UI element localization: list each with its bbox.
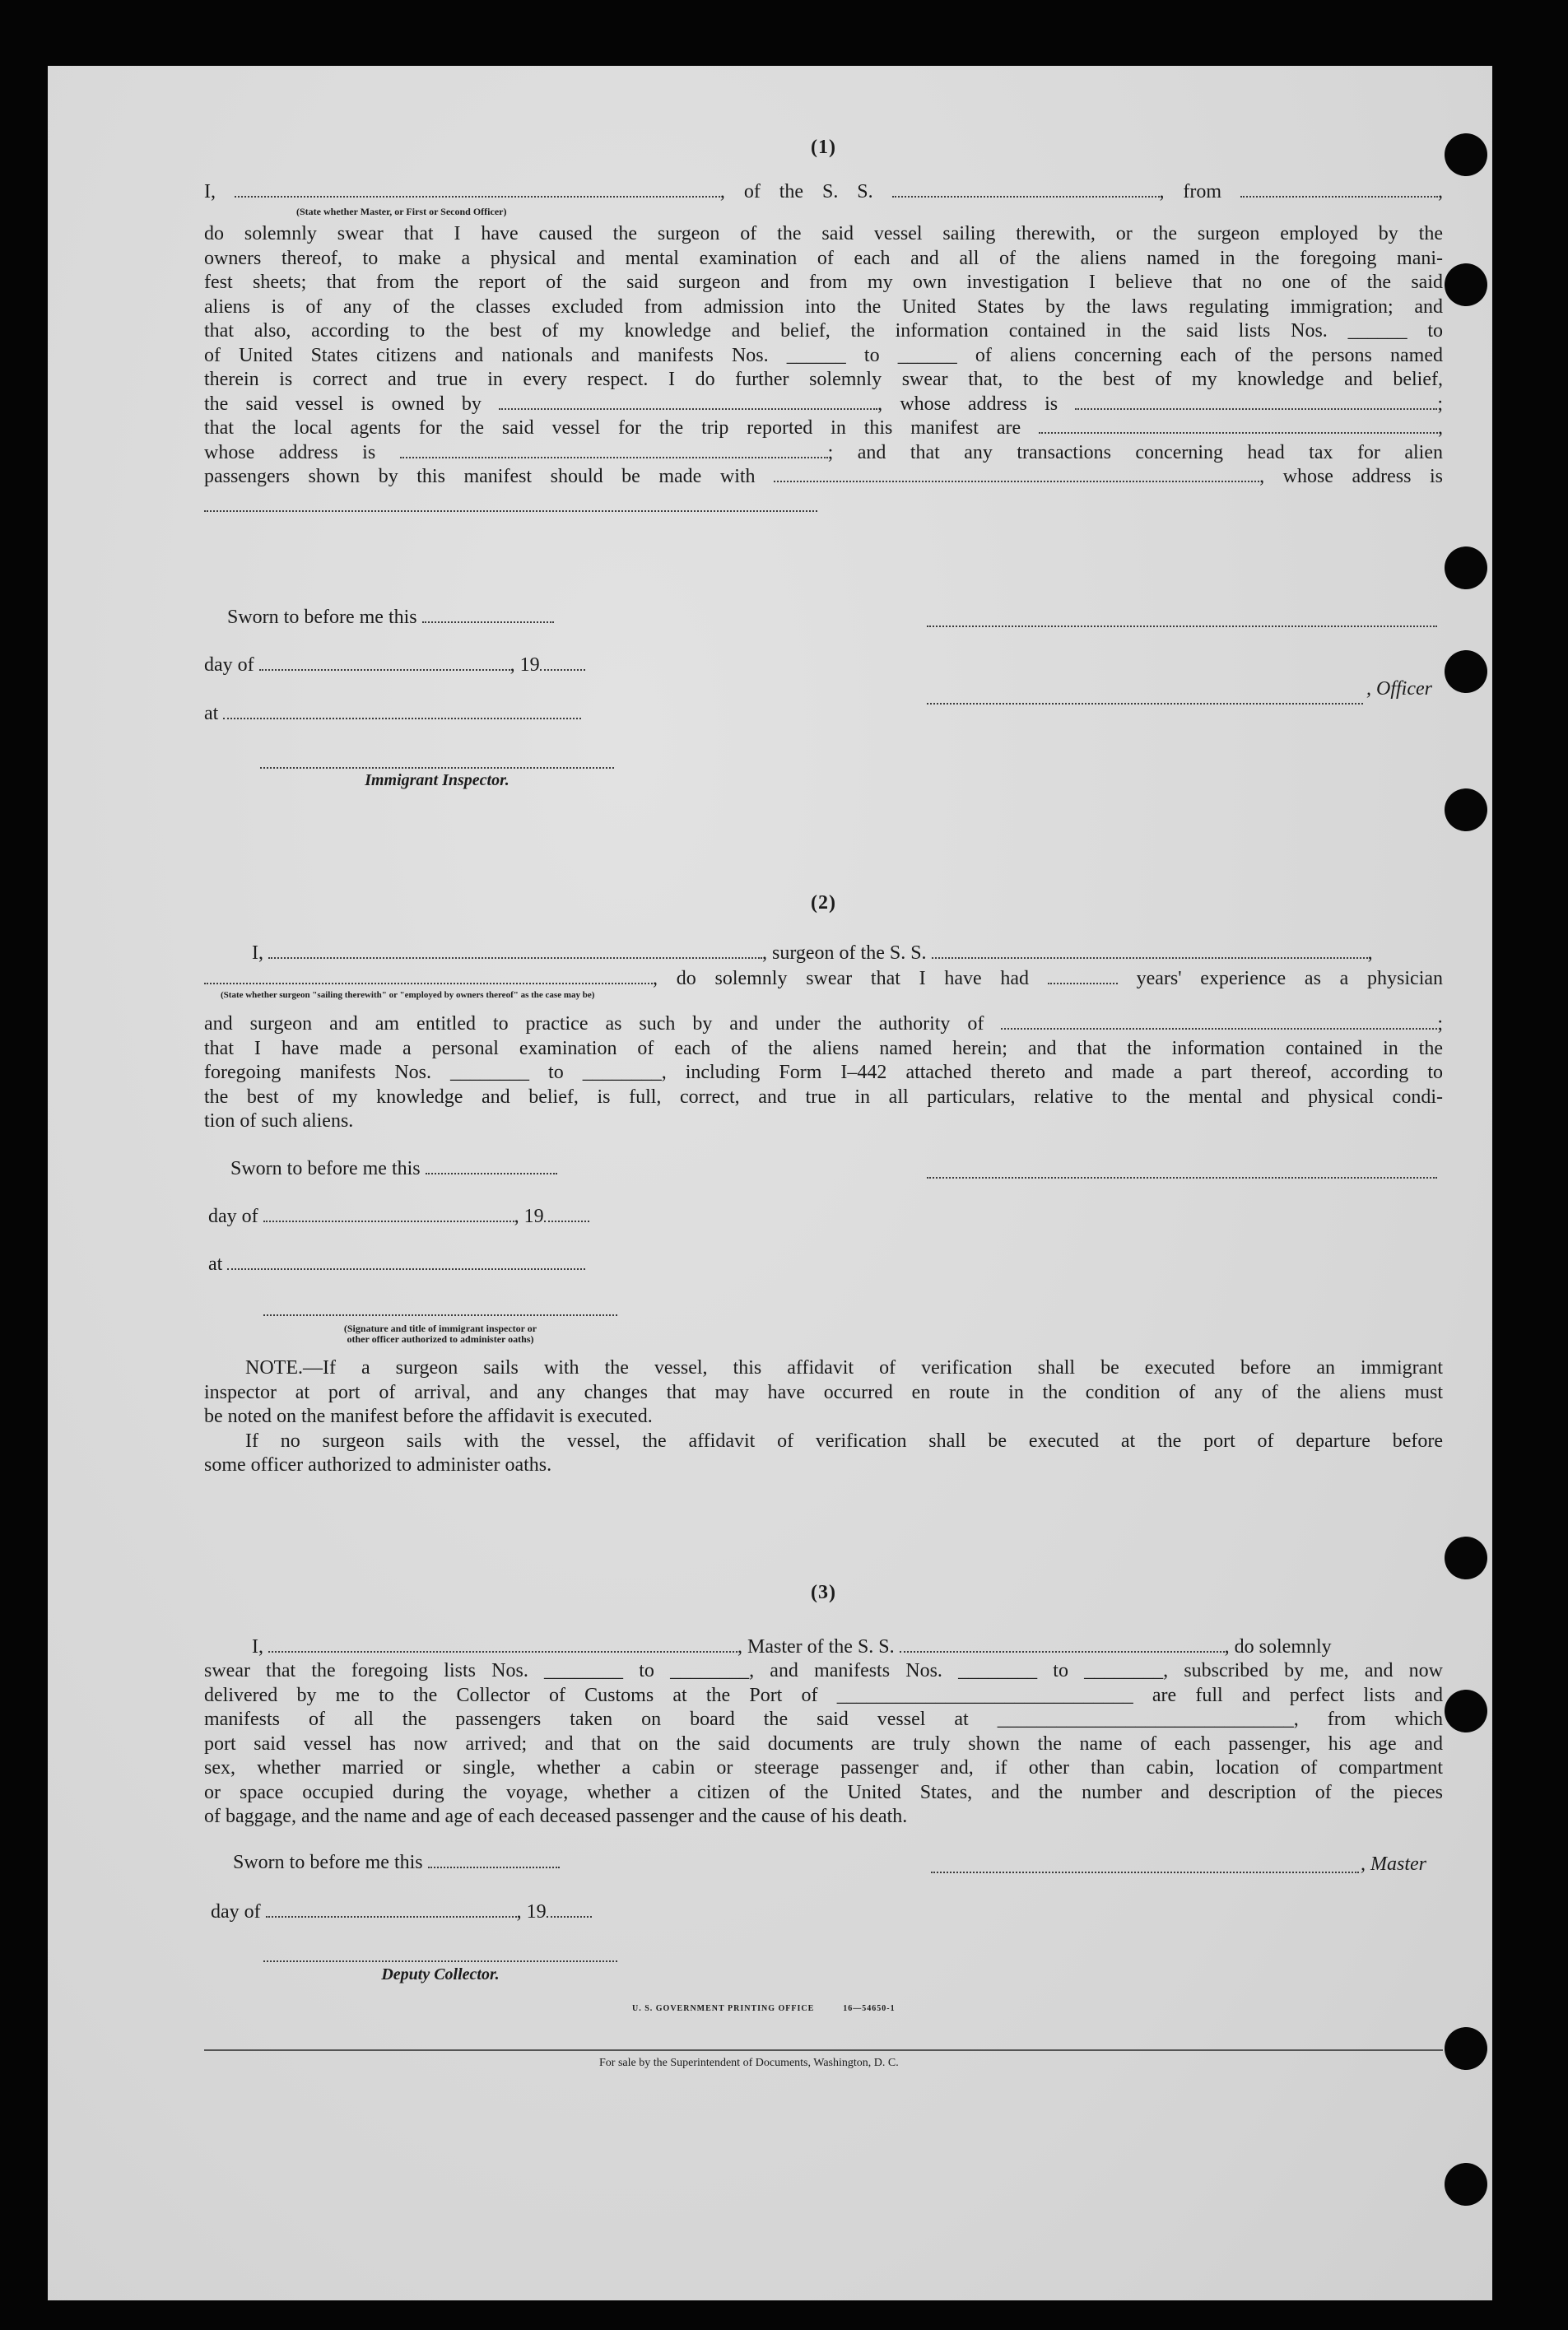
inspector-signature-line [263,1313,617,1316]
agents-address-blank [400,442,828,458]
owner-blank [499,393,877,410]
head-tax-agent-blank [774,466,1259,482]
punch-hole [1445,650,1487,693]
punch-hole [1445,546,1487,589]
immigrant-inspector-caption: Immigrant Inspector. [365,771,509,789]
section-1-day: day of , 19 [204,653,585,677]
sale-imprint: For sale by the Superintendent of Documents, Washington, D. C. [599,2057,899,2069]
officer-signature-line [927,701,1363,705]
owner-address-blank [1075,393,1437,410]
section-1-first-line: I, , of the S. S. , from , [204,181,1444,202]
ship-name-blank [900,1636,1225,1653]
agents-blank [1039,417,1438,434]
section-2-day: day of , 19 [208,1204,589,1229]
surgeon-date-line [927,1175,1437,1179]
punch-hole [1445,133,1487,176]
master-caption: , Master [1361,1853,1426,1875]
printing-office-imprint: U. S. GOVERNMENT PRINTING OFFICE 16—54650-1 [632,2004,896,2013]
section-2-sworn: Sworn to before me this [230,1156,557,1181]
section-1-at: at [204,701,581,726]
collector-signature-line [263,1959,617,1962]
section-2-first-line: I, , surgeon of the S. S. , [252,942,1373,964]
officer-caption: , Officer [1366,678,1432,700]
section-1-oath-text: do solemnly swear that I have caused the surgeon of the said vessel sailing therewith, or the surgeon employed by the owners thereof, to make a physical and mental examination of each and all of the aliens named in the foregoing mani- fest sheets; that from the report of the said surgeon and from my own investigation I believe that no one of the said aliens is of any of the classes excluded from admission into the United States by the laws regulating immigration; and that also, according to the best of my knowledge and belief, the information contained in the said lists Nos. ______ to of United States citizens and nationals and manifests Nos. ______ to ______ of aliens concerning each of the persons named therein is correct and true in every respect. I do further solemnly swear that, to the best of my knowledge and belief, the said vessel is owned by , whose address is ; that the local agents for the said vessel for the trip reported in this manifest are , whose address is ; and that any transactions concerning head tax for alien passengers shown by this manifest should be made with , whose address is [204,223,1444,487]
section-2-note: NOTE.—If a surgeon sails with the vessel, this affidavit of verification shall be executed before an immigrant inspector at port of arrival, and any changes that may have occurred en route in the condition of any of the aliens must be noted on the manifest before the affidavit is executed. If no surgeon sails with the vessel, the affidavit of verification shall be executed at the port of departure before some officer authorized to administer oaths. [204,1357,1443,1476]
footer-rule [204,2049,1443,2051]
section-1-sworn: Sworn to before me this [227,605,554,630]
year-blank [547,1901,592,1918]
section-1-rank-note: (State whether Master, or First or Second Officer) [296,206,507,217]
ship-name-blank [892,181,1160,198]
punch-hole [1445,263,1487,306]
master-signature-line [931,1870,1359,1873]
manifest-page [48,66,1492,2300]
place-blank [223,703,581,719]
from-port-blank [1240,181,1438,198]
month-blank [266,1901,517,1918]
year-blank [540,654,585,671]
section-3-day: day of , 19 [211,1900,592,1924]
officer-rank-blank [235,181,720,198]
section-2-number: (2) [811,892,836,914]
punch-hole [1445,1537,1487,1579]
address-continuation-line [204,509,817,512]
sworn-date-blank [428,1852,560,1868]
inspector-signature-line [260,765,614,769]
section-3-sworn: Sworn to before me this [233,1850,560,1875]
year-blank [544,1206,589,1222]
section-3-oath-text: swear that the foregoing lists Nos. ________ to ________, and manifests Nos. ________ to ________, subscribed by me, and now delivered by me to the Collector of Customs at the Port of ______________________________ are full and perfect lists and manifests of all the passengers taken on board the said vessel at ______________________________, from which port said vessel has now arrived; and that on the said documents are truly shown the name of each passenger, his age and sex, whether married or single, whether a cabin or steerage passenger and, if other than cabin, location of compartment or space occupied during the voyage, whether a citizen of the United States, and the number and description of the pieces of baggage, and the name and age of each deceased passenger and the cause of his death. [204,1660,1443,1827]
master-name-blank [268,1636,737,1653]
punch-hole [1445,2163,1487,2206]
section-3-first-line: I, , Master of the S. S. , do solemnly [252,1636,1332,1658]
month-blank [263,1206,514,1222]
sworn-date-blank [422,607,554,623]
section-2-at: at [208,1252,585,1277]
years-blank [1048,968,1118,984]
punch-hole [1445,1690,1487,1732]
month-blank [259,654,510,671]
place-blank [227,1253,585,1270]
surgeon-ship-blank [932,942,1368,959]
section-2-type-note: (State whether surgeon "sailing therewith" or "employed by owners thereof" as the case may be) [221,990,595,1000]
section-1-number: (1) [811,137,836,158]
surgeon-type-blank [204,968,653,984]
punch-hole [1445,788,1487,831]
signature-title-note: (Signature and title of immigrant inspector or other officer authorized to administer oaths) [343,1323,537,1345]
authority-blank [1001,1013,1437,1030]
punch-hole [1445,2027,1487,2070]
section-3-number: (3) [811,1582,836,1603]
section-2-oath-text: and surgeon and am entitled to practice as such by and under the authority of ; that I have made a personal examination of each of the aliens named herein; and that the information contained in the foregoing manifests Nos. ________ to ________, including Form I–442 attached thereto and made a part thereof, according to the best of my knowledge and belief, is full, correct, and true in all particulars, relative to the mental and physical condi- tion of such aliens. [204,1013,1444,1132]
section-2-swear-line: , do solemnly swear that I have had years' experience as a physician [204,966,1443,991]
deputy-collector-caption: Deputy Collector. [381,1965,500,1984]
sworn-date-blank [426,1158,557,1174]
officer-date-line [927,624,1437,627]
surgeon-name-blank [268,942,762,959]
